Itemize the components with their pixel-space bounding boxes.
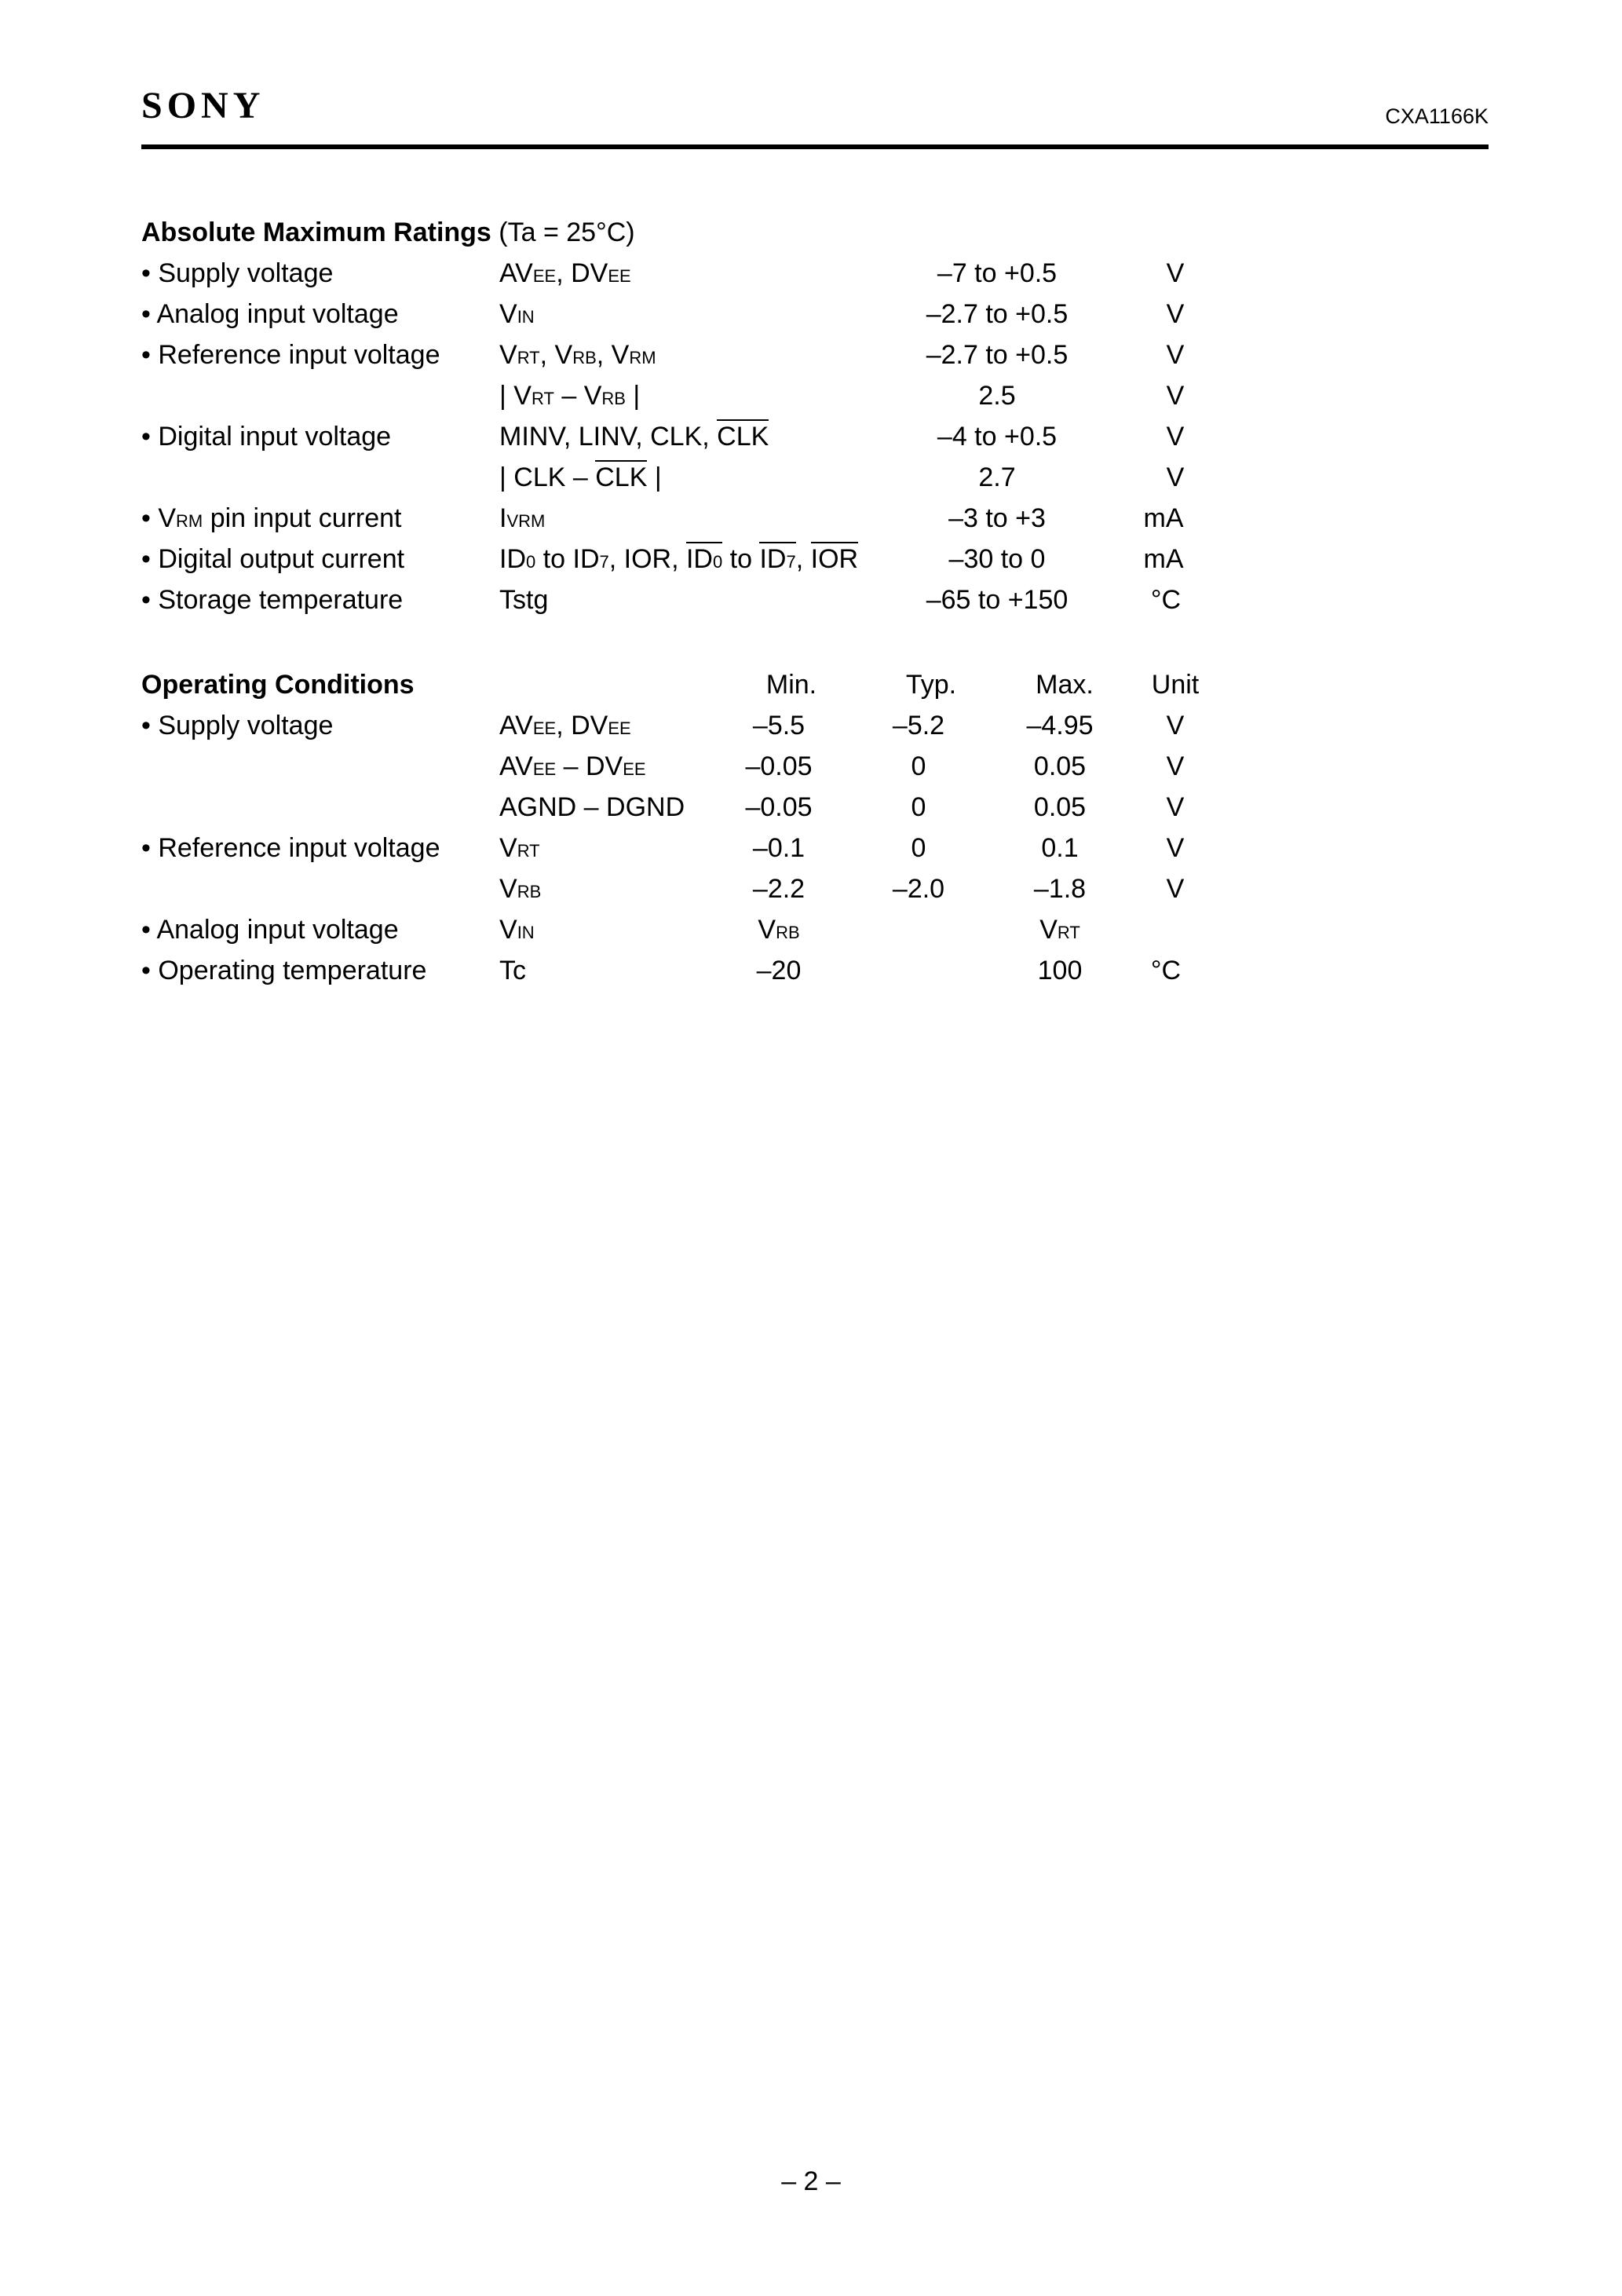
sym-sub: RT	[531, 389, 554, 408]
sym-part: ID	[499, 544, 526, 574]
sym-part: V	[758, 915, 776, 945]
abs-dout-value: –30 to 0	[948, 544, 1046, 574]
sym-part: V	[499, 915, 517, 945]
sym-sub: EE	[532, 718, 557, 738]
sym-sub: RT	[517, 841, 540, 861]
sym-part: to ID	[535, 544, 600, 574]
op-header-max: Max.	[1036, 670, 1094, 700]
op-supply-symbol	[499, 710, 631, 744]
sym-part: , IOR,	[608, 544, 686, 574]
abs-dout-item: • Digital output current	[141, 544, 405, 574]
abs-max-heading	[141, 217, 635, 248]
abs-storage-item: • Storage temperature	[141, 585, 404, 615]
op-supply-unit: V	[1166, 711, 1185, 740]
abs-vrm-item	[141, 503, 402, 537]
sym-part: , V	[596, 340, 630, 370]
op-gnd-diff-max: 0.05	[1033, 792, 1087, 822]
abs-storage-symbol: Tstg	[499, 585, 549, 615]
abs-analog-symbol	[499, 298, 535, 333]
sym-part: V	[499, 833, 517, 863]
op-supply-item: • Supply voltage	[141, 711, 334, 740]
abs-ref-item: • Reference input voltage	[141, 340, 440, 370]
sym-part: AV	[499, 711, 533, 740]
op-header-typ: Typ.	[905, 670, 957, 700]
abs-clk-diff-unit: V	[1166, 462, 1185, 492]
sym-part: ID	[685, 544, 713, 574]
op-gnd-diff-unit: V	[1166, 792, 1185, 822]
op-supply-diff-symbol	[499, 751, 646, 785]
op-temp-symbol: Tc	[499, 956, 526, 985]
sym-part: |	[625, 381, 641, 411]
op-vrt-symbol	[499, 832, 540, 867]
item-sub: RM	[176, 511, 203, 531]
sym-sub: EE	[608, 718, 631, 738]
abs-vrm-value: –3 to +3	[948, 503, 1046, 533]
op-header-min: Min.	[765, 670, 817, 700]
sym-part: to	[722, 544, 760, 574]
sym-sub: RB	[601, 389, 626, 408]
abs-dout-unit: mA	[1143, 544, 1184, 574]
sym-part: V	[499, 874, 517, 904]
sym-sub: IN	[517, 307, 535, 327]
op-header-unit: Unit	[1151, 670, 1200, 700]
abs-ref-diff-symbol	[499, 380, 640, 415]
abs-digital-value: –4 to +0.5	[937, 422, 1058, 452]
model-number: CXA1166K	[1385, 104, 1489, 128]
abs-digital-item: • Digital input voltage	[141, 422, 392, 452]
abs-clk-diff-value: 2.7	[978, 462, 1016, 492]
sym-sub: 0	[712, 552, 723, 572]
abs-analog-value: –2.7 to +0.5	[926, 299, 1069, 329]
sym-part: |	[647, 462, 662, 492]
page-number: – 2 –	[781, 2166, 841, 2196]
sym-overline: IOR	[811, 542, 858, 574]
op-analog-min	[758, 914, 799, 949]
sym-sub: VRM	[506, 511, 546, 531]
sym-part: | V	[499, 381, 532, 411]
sym-overline: CLK	[595, 460, 647, 492]
sony-logo: SONY	[141, 85, 265, 126]
abs-analog-unit: V	[1166, 299, 1185, 329]
sym-sub: RM	[629, 348, 656, 367]
op-vrt-max: 0.1	[1041, 833, 1079, 863]
sym-part: | CLK –	[499, 462, 596, 492]
abs-supply-item: • Supply voltage	[141, 258, 334, 288]
sym-sub: IN	[517, 923, 535, 942]
op-vrt-unit: V	[1166, 833, 1185, 863]
op-supply-diff-max: 0.05	[1033, 751, 1087, 781]
op-supply-diff-unit: V	[1166, 751, 1185, 781]
op-supply-typ: –5.2	[892, 711, 945, 740]
abs-ref-diff-value: 2.5	[978, 381, 1016, 411]
sym-sub: EE	[532, 266, 557, 286]
abs-digital-symbol	[499, 421, 769, 452]
op-temp-item: • Operating temperature	[141, 956, 427, 985]
sym-part: – DV	[556, 751, 623, 781]
sym-part: ,	[795, 544, 811, 574]
abs-ref-diff-unit: V	[1166, 381, 1185, 411]
item-part: • V	[141, 503, 177, 533]
op-supply-diff-typ: 0	[911, 751, 926, 781]
header-rule	[141, 144, 1489, 149]
sym-sub: RT	[1057, 923, 1080, 942]
abs-supply-unit: V	[1166, 258, 1185, 288]
op-analog-item: • Analog input voltage	[141, 915, 399, 945]
abs-vrm-unit: mA	[1143, 503, 1184, 533]
abs-ref-unit: V	[1166, 340, 1185, 370]
abs-ref-symbol	[499, 339, 656, 374]
sym-part: AV	[499, 751, 533, 781]
abs-supply-symbol	[499, 258, 631, 292]
op-gnd-diff-symbol: AGND – DGND	[499, 792, 685, 822]
sym-sub: 0	[526, 552, 536, 572]
sym-part: , DV	[556, 258, 608, 288]
op-supply-max: –4.95	[1026, 711, 1094, 740]
sym-sub: 7	[599, 552, 609, 572]
sym-part: , DV	[556, 711, 608, 740]
item-part: pin input current	[203, 503, 402, 533]
sym-sub: 7	[786, 552, 796, 572]
abs-storage-value: –65 to +150	[926, 585, 1069, 615]
sym-sub: EE	[608, 266, 631, 286]
op-supply-diff-min: –0.05	[745, 751, 813, 781]
op-vrb-max: –1.8	[1033, 874, 1087, 904]
sym-part: AV	[499, 258, 533, 288]
op-gnd-diff-typ: 0	[911, 792, 926, 822]
sym-overline	[759, 542, 795, 574]
abs-digital-unit: V	[1166, 422, 1185, 452]
op-vrb-min: –2.2	[752, 874, 806, 904]
abs-clk-diff-symbol	[499, 462, 662, 493]
abs-supply-value: –7 to +0.5	[937, 258, 1058, 288]
op-temp-unit: °C	[1150, 956, 1182, 985]
op-vrb-symbol	[499, 873, 541, 908]
op-gnd-diff-min: –0.05	[745, 792, 813, 822]
sym-sub: EE	[623, 759, 646, 779]
abs-ref-value: –2.7 to +0.5	[926, 340, 1069, 370]
op-analog-symbol	[499, 914, 535, 949]
sym-sub: RT	[517, 348, 540, 367]
abs-storage-unit: °C	[1150, 585, 1182, 615]
sym-sub: RB	[776, 923, 800, 942]
op-temp-min: –20	[756, 956, 802, 985]
op-cond-title: Operating Conditions	[141, 670, 415, 700]
abs-dout-symbol	[499, 543, 858, 578]
op-temp-max: 100	[1037, 956, 1083, 985]
sym-part: ID	[759, 544, 787, 574]
op-vrb-unit: V	[1166, 874, 1185, 904]
op-ref-item: • Reference input voltage	[141, 833, 440, 863]
sym-sub: EE	[532, 759, 557, 779]
sym-overline: CLK	[717, 419, 769, 452]
op-vrt-typ: 0	[911, 833, 926, 863]
op-supply-min: –5.5	[752, 711, 806, 740]
sym-part: V	[1039, 915, 1058, 945]
sym-part: V	[499, 299, 517, 329]
op-vrt-min: –0.1	[752, 833, 806, 863]
op-vrb-typ: –2.0	[892, 874, 945, 904]
abs-max-condition: (Ta = 25°C)	[499, 218, 635, 247]
op-analog-max	[1039, 914, 1080, 949]
abs-vrm-symbol	[499, 503, 545, 537]
sym-sub: RB	[517, 882, 542, 901]
sym-overline	[686, 542, 722, 574]
sym-part: , V	[539, 340, 573, 370]
sym-sub: RB	[572, 348, 597, 367]
sym-part: – V	[553, 381, 602, 411]
sym-part: MINV, LINV, CLK,	[499, 422, 718, 452]
abs-max-title: Absolute Maximum Ratings	[141, 218, 491, 247]
abs-analog-item: • Analog input voltage	[141, 299, 399, 329]
sym-part: I	[499, 503, 507, 533]
sym-part: V	[499, 340, 517, 370]
